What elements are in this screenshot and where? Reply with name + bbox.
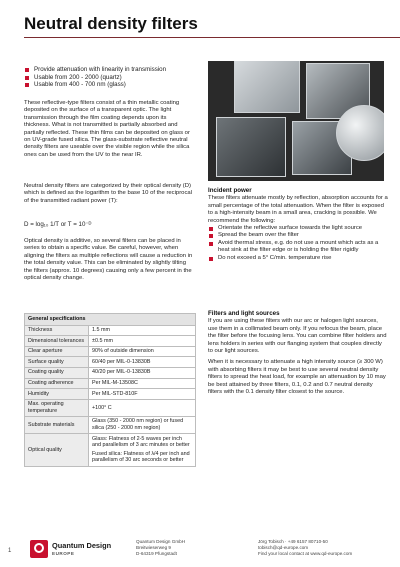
page-title: Neutral density filters xyxy=(24,14,198,33)
incident-power-section xyxy=(208,187,388,262)
table-row: Coating quality 40/20 per MIL-0-13830B xyxy=(25,367,196,378)
attenuation-paragraph: When it is necessary to attenuate a high intensity source (≥ 300 W) with absorbing filters it may be best to use several neutral density filters to spread the heat load, for example an attenuation by 10 may be best attained by three filters, 0.1, 0.2 and 0.7 neutral density filters with the 0.1 density filter closest to the source. xyxy=(208,359,386,396)
list-item: Spread the beam over the filter xyxy=(208,232,388,239)
section-heading: Incident power xyxy=(208,187,252,194)
density-formula: D = log₁₀ 1/T or T = 10⁻ᴰ xyxy=(24,221,92,228)
list-item: Do not exceed a 5° C/min. temperature rise xyxy=(208,255,388,262)
optical-fused-silica: Fused silica: Flatness of λ/4 per inch and parallelism of 30 arc seconds or better xyxy=(92,450,190,464)
table-row: Humidity Per MIL-STD-810F xyxy=(25,389,196,400)
table-row: Substrate materials Glass (350 - 2000 nm region) or fused silica (250 - 2000 nm region) xyxy=(25,416,196,433)
table-row: Dimensional tolerances ±0.5 mm xyxy=(25,336,196,347)
list-item: Avoid thermal stress, e.g. do not use a mount which acts as a heat sink at the filter edge or is holding the filter rigidly xyxy=(208,240,388,255)
table-row: Surface quality 60/40 per MIL-0-13830B xyxy=(25,357,196,368)
additivity-paragraph: Optical density is additive, so several filters can be placed in series to obtain a specific value. Be careful, however, when aligning the filters as multiple reflections will cause a reduction in the total density value. This can be eliminated by slightly tilting the filters (approx. 10 degrees) causing only a few percent in the optical density change. xyxy=(24,238,193,282)
optical-glass: Glass: Flatness of 2-5 waves per inch and parallelism of 3 arc minutes or better xyxy=(92,435,190,449)
title-divider xyxy=(24,37,400,38)
table-row: Optical quality Glass: Flatness of 2-5 waves per inch and parallelism of 3 arc minutes or better Fused silica: Flatness of λ/4 per inch and parallelism of 30 arc seconds or better xyxy=(25,434,196,466)
list-item: Orientate the reflective surface towards the light source xyxy=(208,225,388,232)
light-sources-section xyxy=(208,310,388,396)
page-footer xyxy=(0,534,400,567)
table-row: Clear aperture 90% of outside dimension xyxy=(25,346,196,357)
light-sources-paragraph: If you are using these filters with our arc or halogen light sources, use them in a collimated beam only. If you refocus the beam, place the filter before the focusing lens. You can combine filter holders and lens holders in series with our flanging system that couples directly to our light sources. xyxy=(208,318,387,355)
filters-photo xyxy=(208,61,384,181)
intro-paragraph: These reflective-type filters consist of a thin metallic coating deposited on the surface of a transparent optic. The light transmission through the film coating depends upon its thickness. What is not transmitted is partially absorbed and partially reflected. These thin films can be deposited on glass or on UV-grade fused silica. The glass-substrate reflective neutral density filters are useable over the visible region while the silica ones can be used from the UV to the near IR. xyxy=(24,100,190,158)
incident-paragraph: These filters attenuate mostly by reflection, absorption accounts for a small percentage of the total attenuation. When the filter is exposed to a high-intensity beam in a small area, cracking is possible. We recommend the following: xyxy=(208,195,388,224)
list-item: Usable from 400 - 700 nm (glass) xyxy=(24,81,199,89)
table-header: General specifications xyxy=(25,314,196,326)
specifications-table xyxy=(24,313,196,467)
brand-sub: EUROPE xyxy=(52,551,75,556)
density-paragraph: Neutral density filters are categorized by their optical density (D) which is defined as the logarithm to the base 10 of the reciprocal of the transmitted radiant power (T): xyxy=(24,183,192,204)
table-row: Coating adherence Per MIL-M-13508C xyxy=(25,378,196,389)
page-number: 1 xyxy=(8,548,12,554)
list-item: Usable from 200 - 2000 (quartz) xyxy=(24,74,199,82)
feature-list xyxy=(24,66,199,89)
recommendation-list xyxy=(208,225,388,262)
table-row: Thickness 1.5 mm xyxy=(25,325,196,336)
list-item: Provide attenuation with linearity in transmission xyxy=(24,66,199,74)
section-heading: Filters and light sources xyxy=(208,310,280,317)
contact-info: Jörg Tobisch · +49 6157 80710-50 tobisch@qd-europe.com Find your local contact at www.qd-europe.com xyxy=(258,539,353,556)
table-row: Max. operating temperature +100° C xyxy=(25,399,196,416)
brand-name: Quantum Design xyxy=(52,541,112,550)
quantum-design-logo-icon xyxy=(30,540,48,558)
company-address: Quantum Design GmbH Breitwieserweg 9 D-64319 Pfungstadt xyxy=(136,539,186,556)
